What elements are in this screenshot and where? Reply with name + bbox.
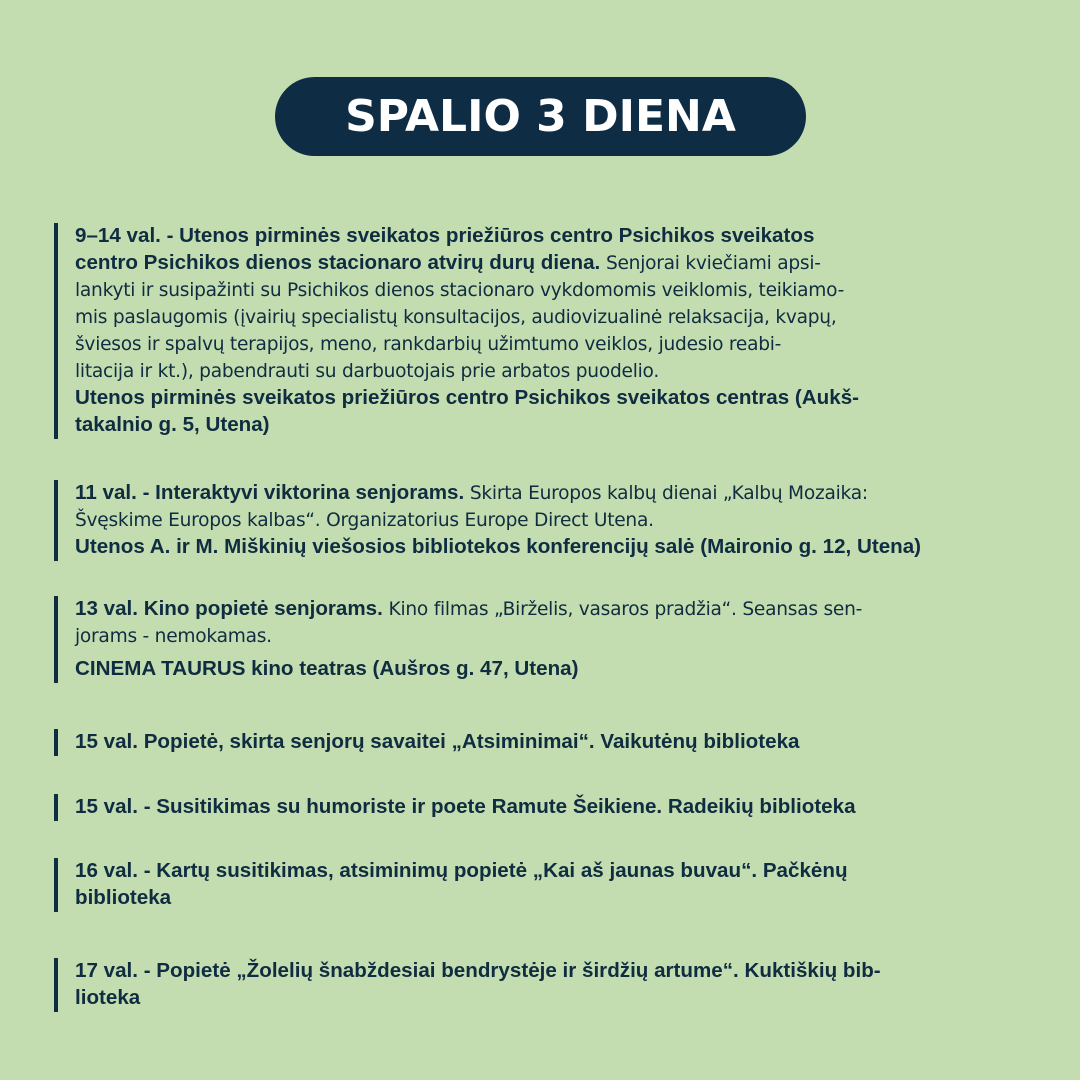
event-description: lankyti ir susipažinti su Psichikos dienos stacionaro vykdomomis veiklomis, teikiamo-: [75, 280, 845, 301]
event-item: [54, 794, 1034, 821]
event-line: [75, 958, 1034, 985]
event-line: [75, 858, 1034, 885]
event-line: [75, 358, 1034, 385]
event-title: biblioteka: [75, 886, 172, 909]
event-title: 11 val. - Interaktyvi viktorina senjorams.: [75, 481, 465, 504]
event-line: [75, 223, 1034, 250]
event-line: [75, 596, 1034, 623]
event-title: centro Psichikos dienos stacionaro atvirų durų diena.: [75, 251, 601, 274]
event-item: [54, 596, 1034, 683]
event-title: 13 val. Kino popietė senjorams.: [75, 597, 383, 620]
event-location: [75, 385, 1034, 412]
event-line: [75, 480, 1034, 507]
event-line: [75, 331, 1034, 358]
event-location: [75, 656, 1034, 683]
event-description: mis paslaugomis (įvairių specialistų konsultacijos, audiovizualinė relaksacija, kvapų,: [75, 307, 837, 328]
event-line: [75, 250, 1034, 277]
title-banner: [275, 77, 806, 156]
page-title: SPALIO 3 DIENA: [345, 91, 736, 142]
event-title: 15 val. Popietė, skirta senjorų savaitei „Atsiminimai“. Vaikutėnų biblioteka: [75, 730, 800, 753]
event-item: [54, 223, 1034, 439]
event-line: [75, 304, 1034, 331]
event-location: [75, 412, 1034, 439]
event-title: lioteka: [75, 986, 141, 1009]
event-title: 17 val. - Popietė „Žolelių šnabždesiai bendrystėje ir širdžių artume“. Kuktiškių bib-: [75, 959, 881, 982]
event-line: [75, 277, 1034, 304]
event-item: [54, 480, 1034, 561]
event-line: [75, 985, 1034, 1012]
event-location-text: Utenos A. ir M. Miškinių viešosios bibliotekos konferencijų salė (Maironio g. 12, Utena): [75, 535, 922, 558]
event-location-text: Utenos pirminės sveikatos priežiūros centro Psichikos sveikatos centras (Aukš-: [75, 386, 860, 409]
event-line: [75, 623, 1034, 650]
event-line: [75, 507, 1034, 534]
event-item: [54, 958, 1034, 1012]
event-description: litacija ir kt.), pabendrauti su darbuotojais prie arbatos puodelio.: [75, 361, 659, 382]
event-line: [75, 729, 1034, 756]
event-location: [75, 534, 1034, 561]
event-location-text: CINEMA TAURUS kino teatras (Aušros g. 47, Utena): [75, 657, 579, 680]
event-description: šviesos ir spalvų terapijos, meno, rankdarbių užimtumo veiklos, judesio reabi-: [75, 334, 782, 355]
event-item: [54, 858, 1034, 912]
event-description: Kino filmas „Birželis, vasaros pradžia“. Seansas sen-: [382, 599, 863, 620]
event-description: Senjorai kviečiami apsi-: [600, 253, 821, 274]
event-title: 15 val. - Susitikimas su humoriste ir poete Ramute Šeikiene. Radeikių biblioteka: [75, 795, 856, 818]
event-description: Švęskime Europos kalbas“. Organizatorius Europe Direct Utena.: [75, 510, 654, 531]
event-description: Skirta Europos kalbų dienai „Kalbų Mozaika:: [464, 483, 868, 504]
event-line: [75, 794, 1034, 821]
event-line: [75, 885, 1034, 912]
event-title: 16 val. - Kartų susitikimas, atsiminimų popietė „Kai aš jaunas buvau“. Pačkėnų: [75, 859, 848, 882]
event-item: [54, 729, 1034, 756]
event-location-text: takalnio g. 5, Utena): [75, 413, 270, 436]
event-title: 9–14 val. - Utenos pirminės sveikatos priežiūros centro Psichikos sveikatos: [75, 224, 815, 247]
event-description: jorams - nemokamas.: [75, 626, 272, 647]
